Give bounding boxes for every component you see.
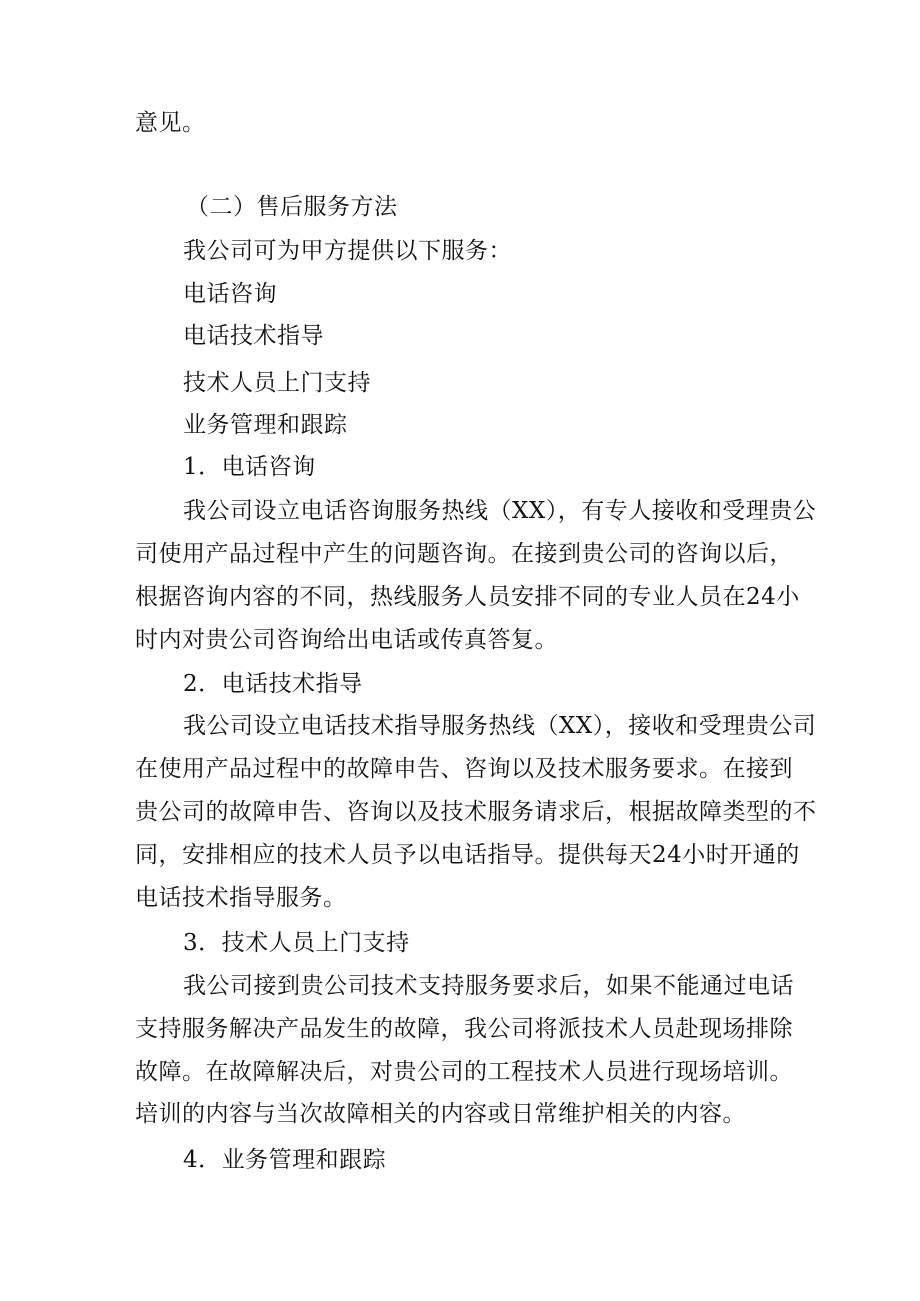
paragraph-line: 支持服务解决产品发生的故障，我公司将派技术人员赴现场排除 xyxy=(135,1016,793,1042)
paragraph-line: 故障。在故障解决后，对贵公司的工程技术人员进行现场培训。 xyxy=(135,1059,793,1085)
paragraph-line: 我公司接到贵公司技术支持服务要求后，如果不能通过电话 xyxy=(183,973,794,999)
subsection-heading: 2．电话技术指导 xyxy=(183,671,363,697)
text-line: 我公司可为甲方提供以下服务： xyxy=(183,238,512,264)
paragraph-line: 根据咨询内容的不同，热线服务人员安排不同的专业人员在24小 xyxy=(135,584,800,610)
paragraph-line: 在使用产品过程中的故障申告、咨询以及技术服务要求。在接到 xyxy=(135,756,793,782)
paragraph-line: 电话技术指导服务。 xyxy=(135,885,347,911)
paragraph-line: 贵公司的故障申告、咨询以及技术服务请求后，根据故障类型的不 xyxy=(135,799,817,825)
subsection-heading: 3．技术人员上门支持 xyxy=(183,930,410,956)
paragraph-line: 司使用产品过程中产生的问题咨询。在接到贵公司的咨询以后， xyxy=(135,541,793,567)
list-item: 技术人员上门支持 xyxy=(183,370,371,396)
list-item: 电话技术指导 xyxy=(183,323,324,349)
paragraph-line: 我公司设立电话咨询服务热线（XX），有专人接收和受理贵公 xyxy=(183,498,817,524)
paragraph-line: 时内对贵公司咨询给出电话或传真答复。 xyxy=(135,627,558,653)
section-heading: （二）售后服务方法 xyxy=(186,194,398,220)
text-line: 意见。 xyxy=(135,110,206,136)
list-item: 业务管理和跟踪 xyxy=(183,412,348,438)
paragraph-line: 我公司设立电话技术指导服务热线（XX），接收和受理贵公司 xyxy=(183,713,817,739)
subsection-heading: 4．业务管理和跟踪 xyxy=(183,1147,387,1173)
paragraph-line: 培训的内容与当次故障相关的内容或日常维护相关的内容。 xyxy=(135,1101,746,1127)
list-item: 电话咨询 xyxy=(183,281,277,307)
subsection-heading: 1．电话咨询 xyxy=(183,454,316,480)
paragraph-line: 同，安排相应的技术人员予以电话指导。提供每天24小时开通的 xyxy=(135,842,800,868)
